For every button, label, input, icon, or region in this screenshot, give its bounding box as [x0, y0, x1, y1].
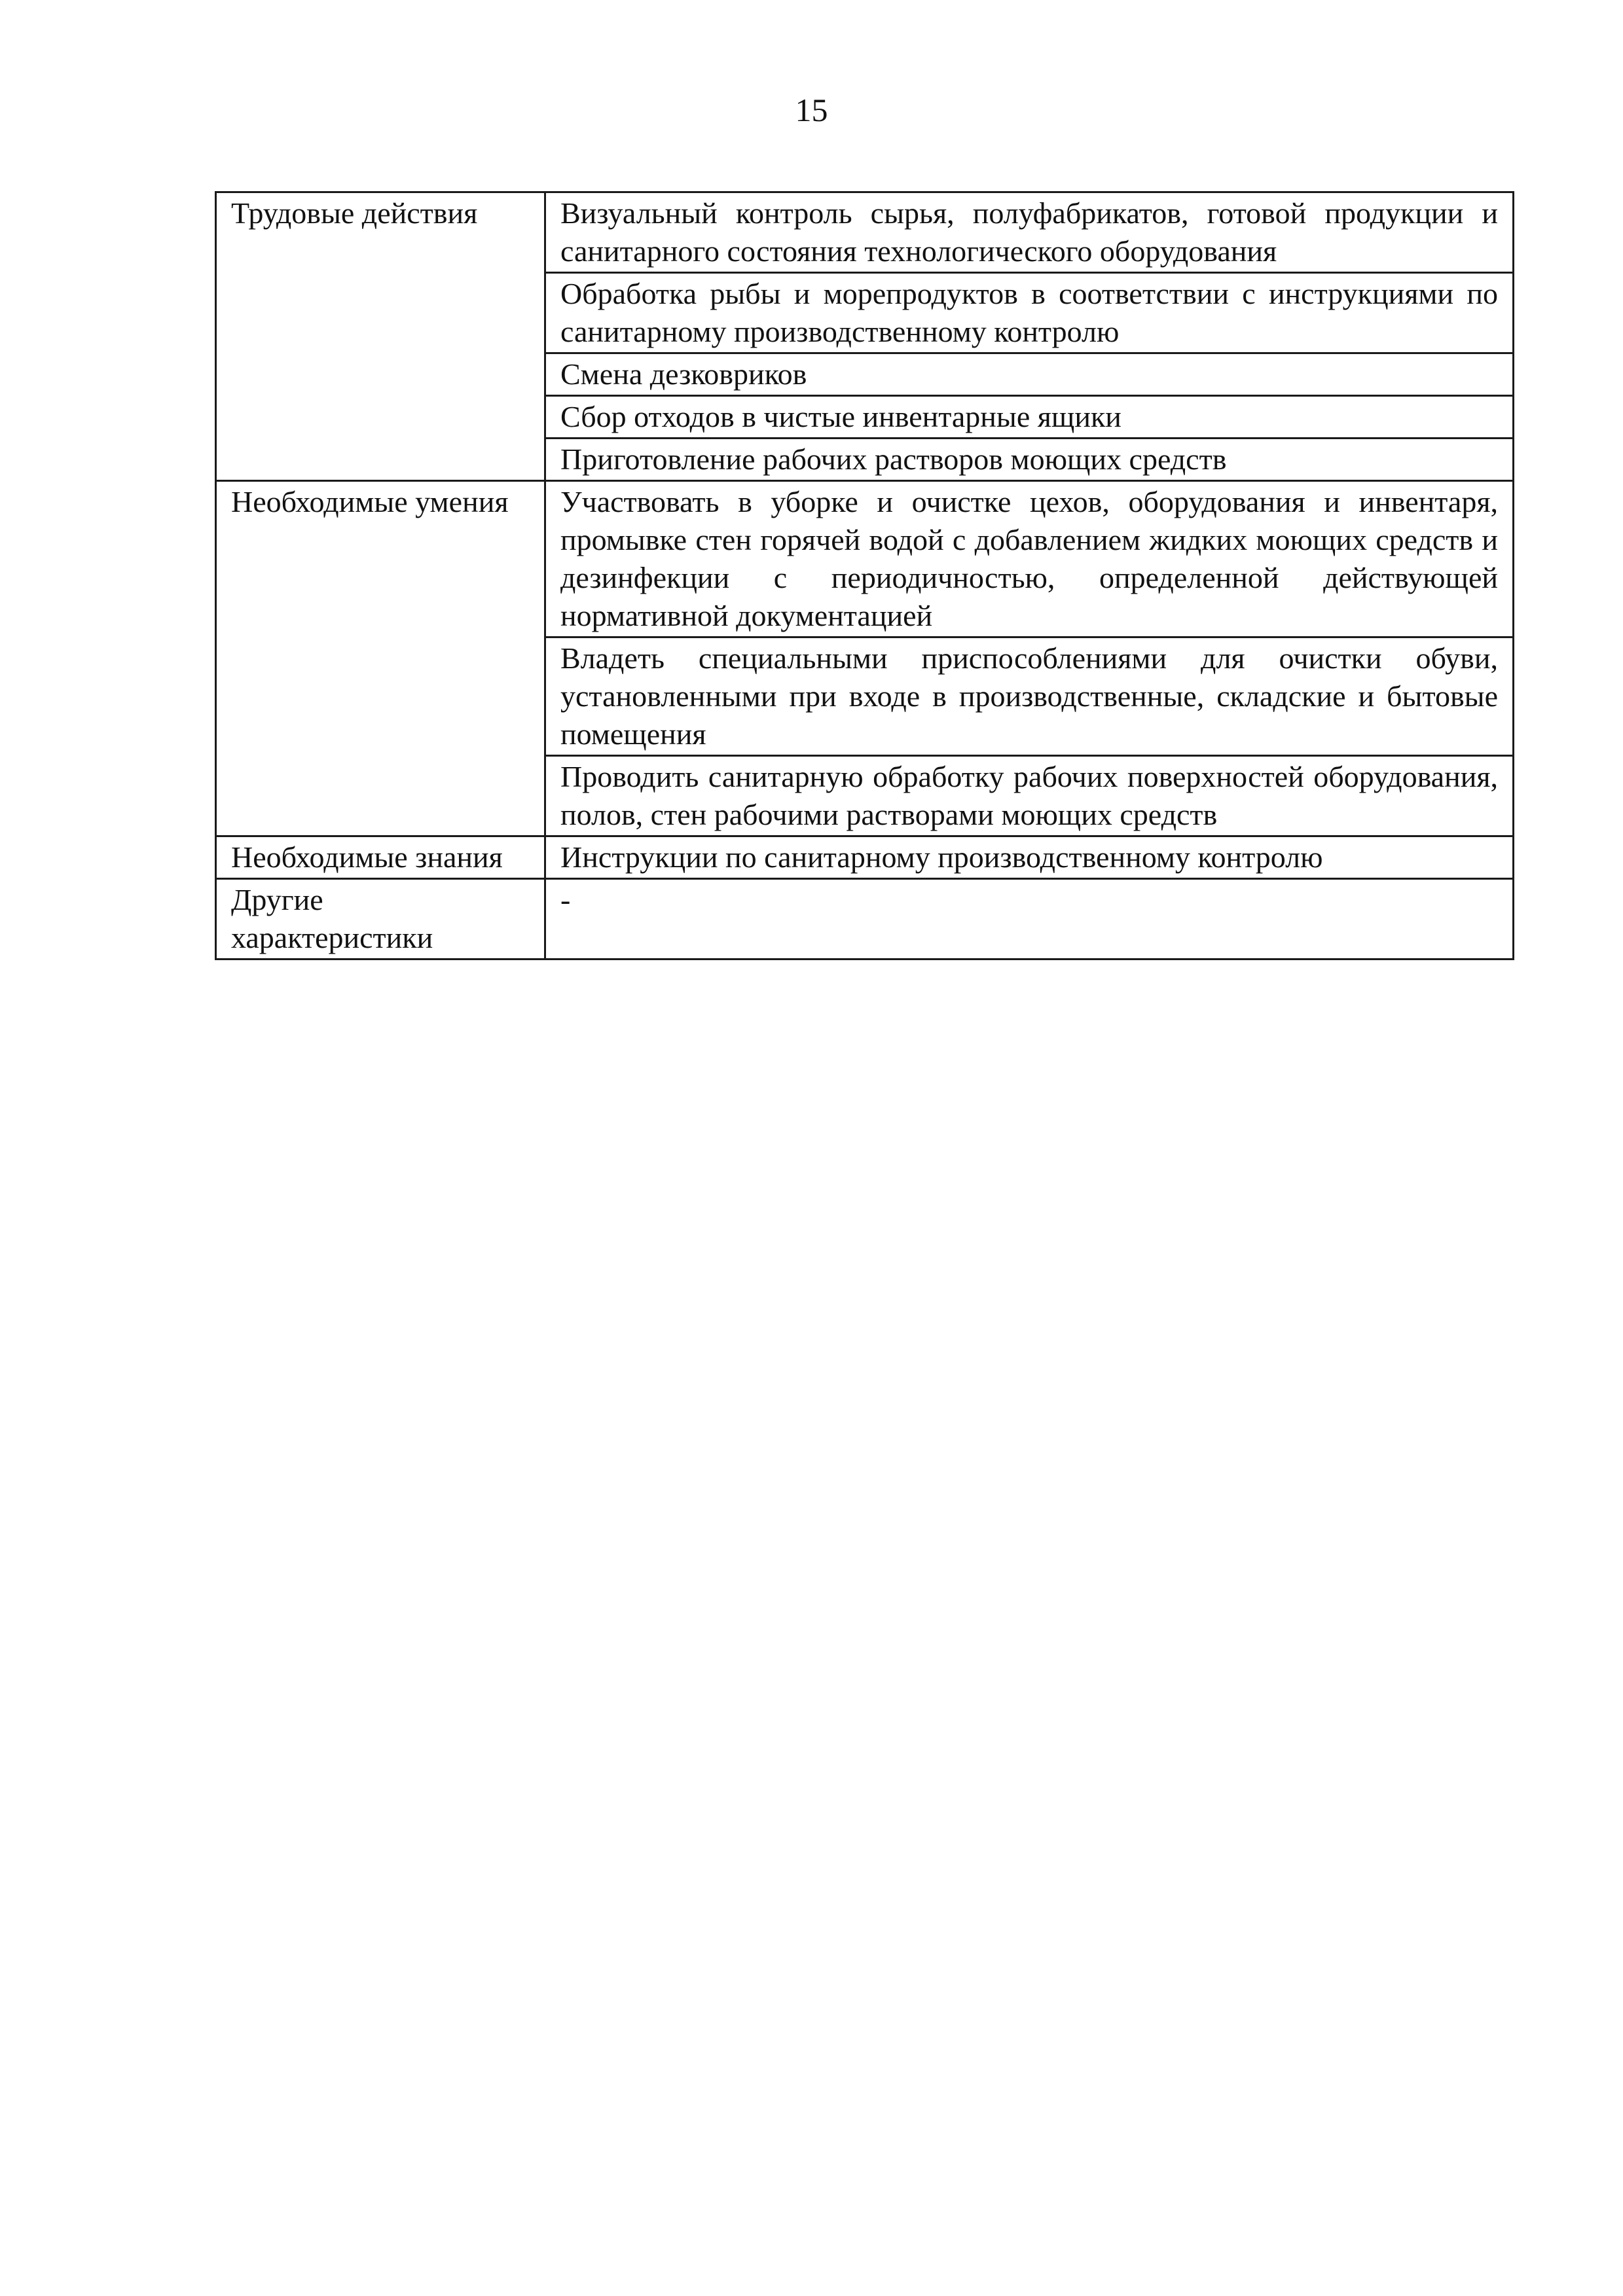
table-row [216, 481, 1514, 637]
table-row [216, 879, 1514, 960]
labor-action-item: Визуальный контроль сырья, полуфабрикатов, готовой продукции и санитарного состояния технологического оборудования [545, 192, 1514, 273]
page-number: 15 [795, 92, 828, 128]
other-characteristics-value: - [545, 879, 1514, 960]
required-skill-item: Проводить санитарную обработку рабочих поверхностей оборудования, полов, стен рабочими растворами моющих средств [545, 756, 1514, 836]
required-skill-item: Участвовать в уборке и очистке цехов, оборудования и инвентаря, промывке стен горячей водой с добавлением жидких моющих средств и дезинфекции с периодичностью, определенной действующей нормативной документацией [545, 481, 1514, 637]
labor-action-item: Сбор отходов в чистые инвентарные ящики [545, 396, 1514, 439]
labor-action-item: Обработка рыбы и морепродуктов в соответствии с инструкциями по санитарному производственному контролю [545, 273, 1514, 353]
labor-action-item: Смена дезковриков [545, 353, 1514, 396]
table-row [216, 836, 1514, 879]
labor-actions-label: Трудовые действия [216, 192, 545, 481]
required-knowledge-value: Инструкции по санитарному производственному контролю [545, 836, 1514, 879]
required-knowledge-label: Необходимые знания [216, 836, 545, 879]
job-function-table [215, 191, 1514, 960]
labor-action-item: Приготовление рабочих растворов моющих средств [545, 439, 1514, 481]
required-skills-label: Необходимые умения [216, 481, 545, 836]
other-characteristics-label: Другие характеристики [216, 879, 545, 960]
table-row [216, 192, 1514, 273]
required-skill-item: Владеть специальными приспособлениями для очистки обуви, установленными при входе в производственные, складские и бытовые помещения [545, 637, 1514, 756]
